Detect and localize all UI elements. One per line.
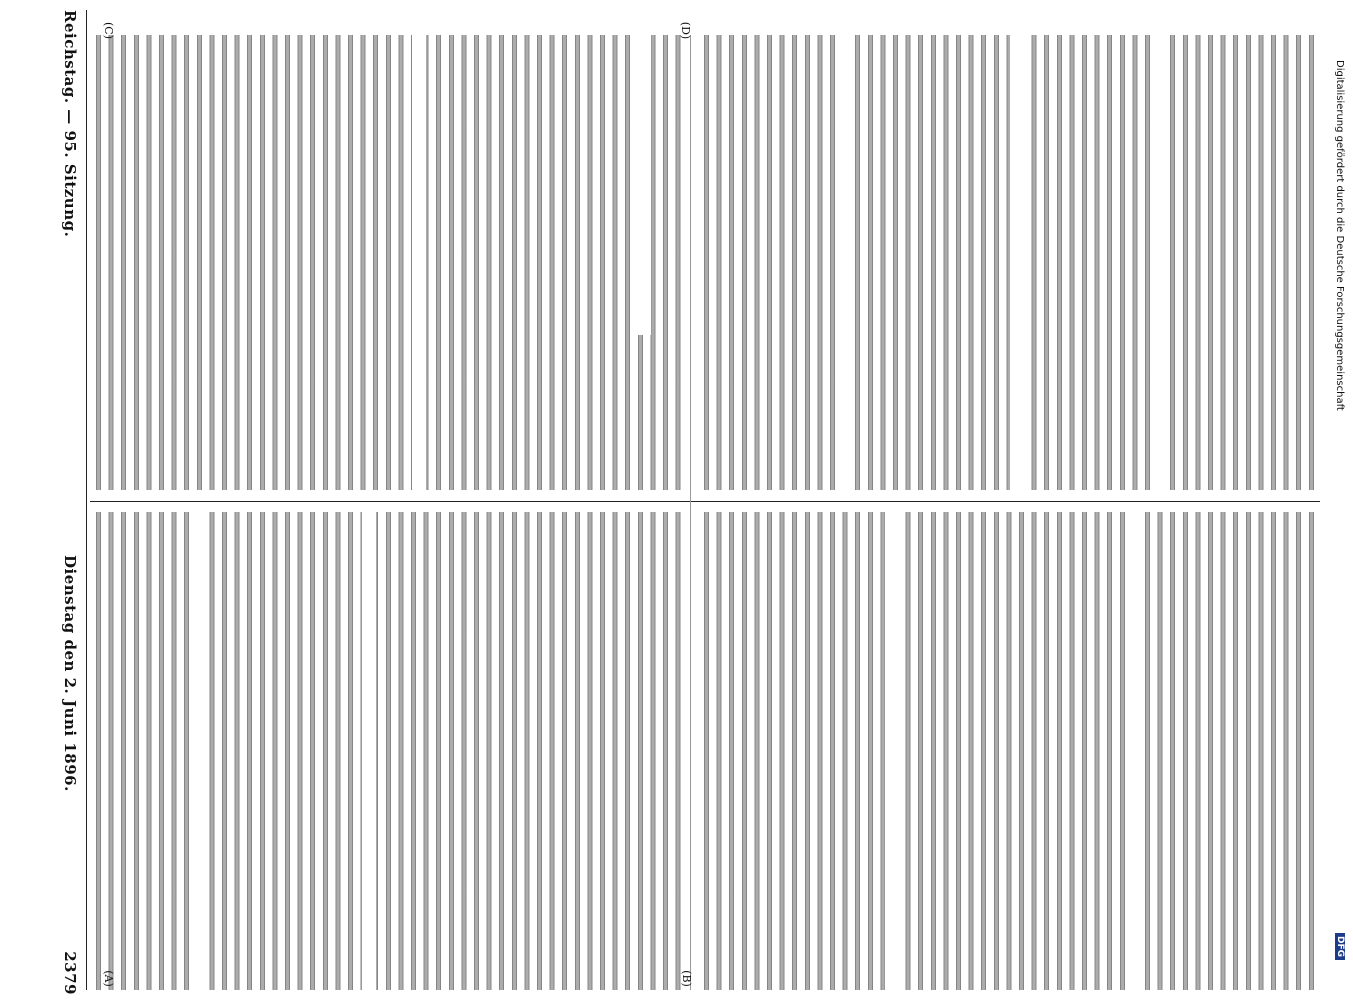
- page-number: 2379: [61, 951, 79, 995]
- marker-d: (D): [679, 21, 693, 39]
- page-fold: [690, 35, 691, 990]
- column-divider: [90, 501, 1320, 502]
- header-rule: [86, 10, 87, 990]
- column-left-bottom: [92, 512, 682, 990]
- credit-text: Digitalisierung gefördert durch die Deutsche Forschungsgemeinschaft: [1334, 60, 1346, 411]
- column-right-top: [700, 35, 1320, 490]
- digitization-credit: [1333, 60, 1347, 960]
- column-left-top: [92, 35, 682, 490]
- marker-a: (A): [101, 969, 115, 987]
- dfg-logo: DFG: [1335, 933, 1345, 960]
- header-date: Dienstag den 2. Juni 1896.: [61, 555, 79, 792]
- header-title: Reichstag. — 95. Sitzung.: [61, 10, 79, 238]
- column-right-bottom: [700, 512, 1320, 990]
- page-header: [58, 10, 82, 995]
- marker-c: (C): [101, 21, 115, 39]
- marker-b: (B): [679, 969, 693, 987]
